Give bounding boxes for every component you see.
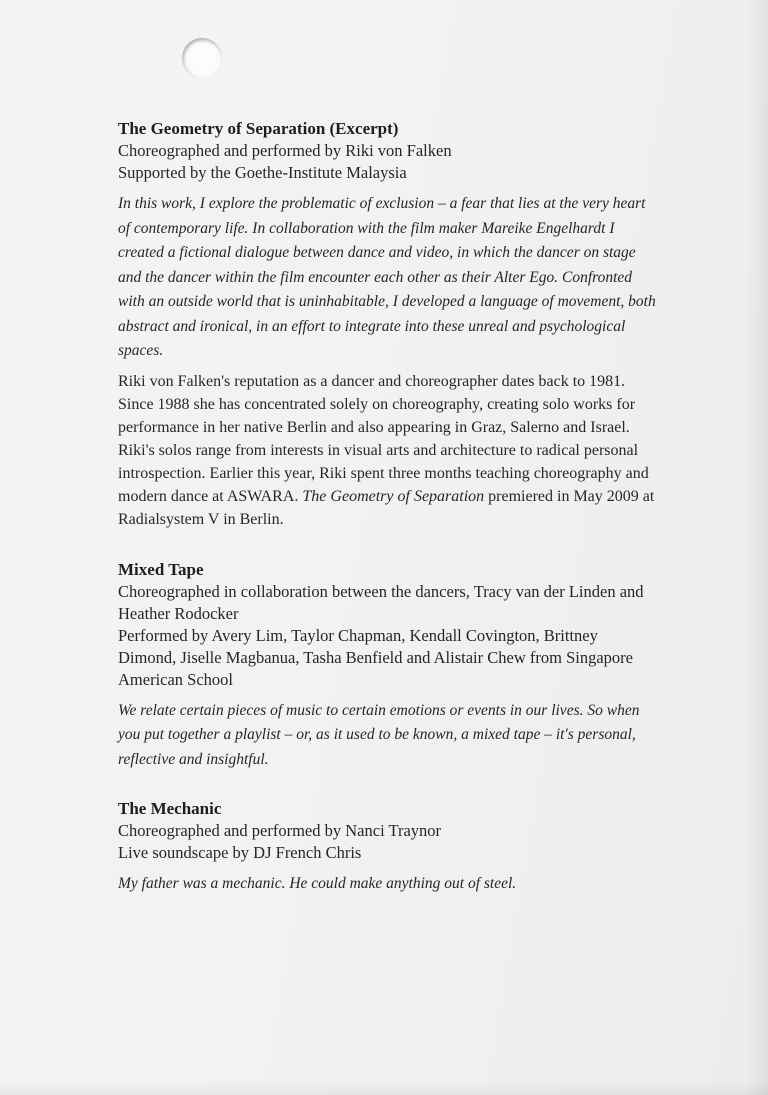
artist-statement: My father was a mechanic. He could make anything out of steel.: [118, 875, 517, 892]
section-geometry-of-separation: [118, 118, 658, 531]
credit-line: Supported by the Goethe-Institute Malaysia: [118, 163, 407, 182]
credit-line: Choreographed in collaboration between the dancers, Tracy van der Linden and Heather Rodocker: [118, 581, 644, 623]
bio-work-title: The Geometry of Separation: [302, 487, 485, 505]
section-mixed-tape: [118, 559, 658, 773]
credit-line: Performed by Avery Lim, Taylor Chapman, Kendall Covington, Brittney Dimond, Jiselle Magbanua, Tasha Benfield and Alistair Chew from Singapore American School: [118, 625, 633, 689]
section-title: The Mechanic: [118, 799, 222, 818]
artist-statement: We relate certain pieces of music to certain emotions or events in our lives. So when you put together a playlist – or, as it used to be known, a mixed tape – it's personal, reflective and insightful.: [118, 701, 640, 768]
program-content: [118, 118, 658, 897]
credit-line: Choreographed and performed by Riki von Falken: [118, 141, 452, 160]
page-edge-shadow: [746, 0, 768, 1095]
bio-text: Riki von Falken's reputation as a dancer and choreographer dates back to 1981. Since 1988 she has concentrated solely on choreography, creating solo works for performance in her native Berlin and also appearing in Graz, Salerno and Israel. Riki's solos range from interests in visual arts and architecture to radical personal introspection. Earlier this year, Riki spent three months teaching choreography and modern dance at ASWARA.: [118, 372, 649, 505]
page-bottom-shadow: [0, 1081, 768, 1095]
credit-line: Live soundscape by DJ French Chris: [118, 843, 362, 862]
section-title: The Geometry of Separation (Excerpt): [118, 119, 399, 138]
bio-text-end: premiered in May 2009 at Radialsystem V in Berlin.: [118, 487, 655, 528]
punch-hole: [182, 38, 222, 78]
artist-bio: [118, 370, 658, 531]
artist-statement: In this work, I explore the problematic of exclusion – a fear that lies at the very heart of contemporary life. In collaboration with the film maker Mareike Engelhardt I created a fictional dialogue between dance and video, in which the dancer on stage and the dancer within the film encounter each other as their Alter Ego. Confronted with an outside world that is uninhabitable, I developed a language of movement, both abstract and ironical, in an effort to integrate into these unreal and psychological spaces.: [118, 195, 656, 359]
section-the-mechanic: [118, 798, 658, 897]
credit-line: Choreographed and performed by Nanci Traynor: [118, 821, 442, 840]
section-title: Mixed Tape: [118, 559, 204, 579]
